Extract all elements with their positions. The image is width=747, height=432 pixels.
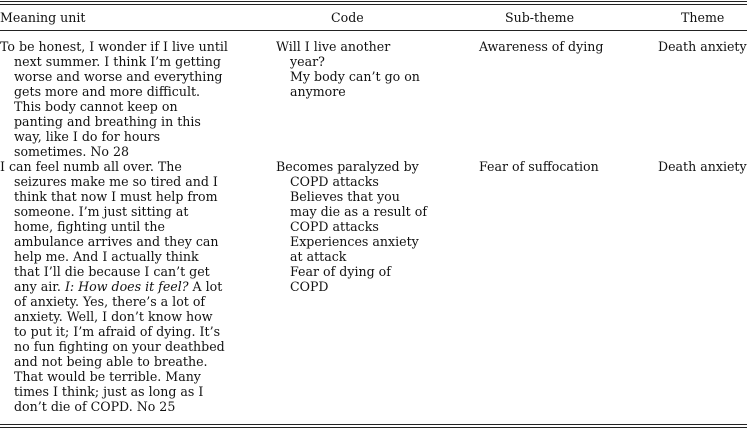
top-rule-1: [0, 1, 747, 2]
bottom-rule-2: [0, 427, 747, 428]
row-2-code-line-7: at attack: [290, 249, 347, 264]
row-2-theme: Death anxiety: [658, 159, 747, 174]
row-2-meaning-line-1: I can feel numb all over. The: [0, 159, 182, 174]
row-1-code-line-3: My body can’t go on: [290, 69, 420, 84]
row-2-meaning-line-9: [0, 279, 225, 294]
row-2-meaning-line-8: that I’ll die because I can’t get: [14, 264, 210, 279]
row-1-meaning-line-4: gets more and more difficult.: [14, 84, 201, 99]
row-2-any-air: any air.: [14, 279, 61, 294]
row-2-code-line-8: Fear of dying of: [290, 264, 391, 279]
row-1-meaning-line-1: To be honest, I wonder if I live until: [0, 39, 228, 54]
row-2-meaning-line-11: anxiety. Well, I don’t know how: [14, 309, 213, 324]
row-1-sub-theme: Awareness of dying: [479, 39, 604, 54]
row-2-meaning-line-6: ambulance arrives and they can: [14, 234, 219, 249]
header-meaning-unit: Meaning unit: [0, 10, 86, 25]
header-theme: Theme: [681, 10, 725, 25]
row-1-meaning-line-8: sometimes. No 28: [14, 144, 130, 159]
row-2-code-line-9: COPD: [290, 279, 329, 294]
row-2-meaning-line-15: That would be terrible. Many: [14, 369, 201, 384]
row-2-meaning-line-16: times I think; just as long as I: [14, 384, 204, 399]
row-1-code-line-2: year?: [290, 54, 325, 69]
top-rule-2: [0, 4, 747, 5]
header-code: Code: [331, 10, 364, 25]
row-2-meaning-line-5: home, fighting until the: [14, 219, 165, 234]
header-sub-theme: Sub-theme: [505, 10, 575, 25]
row-2-meaning-line-12: to put it; I’m afraid of dying. It’s: [14, 324, 221, 339]
row-1-meaning-line-7: way, like I do for hours: [14, 129, 161, 144]
row-2-meaning-line-17: don’t die of COPD. No 25: [14, 399, 176, 414]
row-2-code: [276, 159, 427, 294]
row-1-meaning-line-2: next summer. I think I’m getting: [14, 54, 221, 69]
row-2-meaning-line-4: someone. I’m just sitting at: [14, 204, 189, 219]
header-rule: [0, 30, 747, 31]
row-2-meaning-line-2: seizures make me so tired and I: [14, 174, 218, 189]
row-2-code-line-2: COPD attacks: [290, 174, 379, 189]
row-2-meaning-line-14: and not being able to breathe.: [14, 354, 208, 369]
row-2-a-lot: A lot: [192, 279, 223, 294]
row-1-meaning-line-6: panting and breathing in this: [14, 114, 201, 129]
row-2-code-line-1: Becomes paralyzed by: [276, 159, 419, 174]
row-2-code-line-6: Experiences anxiety: [290, 234, 419, 249]
row-2-interviewer-question: I: How does it feel?: [64, 279, 189, 294]
row-2-sub-theme: Fear of suffocation: [479, 159, 599, 174]
row-1-code: [276, 39, 420, 99]
row-1-theme: Death anxiety: [658, 39, 747, 54]
row-2-meaning-line-7: help me. And I actually think: [14, 249, 199, 264]
row-2-meaning-unit: [0, 159, 225, 414]
row-1-meaning-line-3: worse and worse and everything: [14, 69, 223, 84]
row-2-code-line-3: Believes that you: [290, 189, 400, 204]
row-2-meaning-line-10: of anxiety. Yes, there’s a lot of: [14, 294, 206, 309]
row-1-code-line-4: anymore: [290, 84, 346, 99]
row-1-meaning-line-5: This body cannot keep on: [14, 99, 178, 114]
row-1-meaning-unit: [0, 39, 228, 159]
row-2-meaning-line-13: no fun fighting on your deathbed: [14, 339, 225, 354]
row-2-code-line-5: COPD attacks: [290, 219, 379, 234]
row-2-meaning-line-3: think that now I must help from: [14, 189, 218, 204]
bottom-rule-1: [0, 424, 747, 425]
row-2-code-line-4: may die as a result of: [290, 204, 427, 219]
row-1-code-line-1: Will I live another: [276, 39, 391, 54]
